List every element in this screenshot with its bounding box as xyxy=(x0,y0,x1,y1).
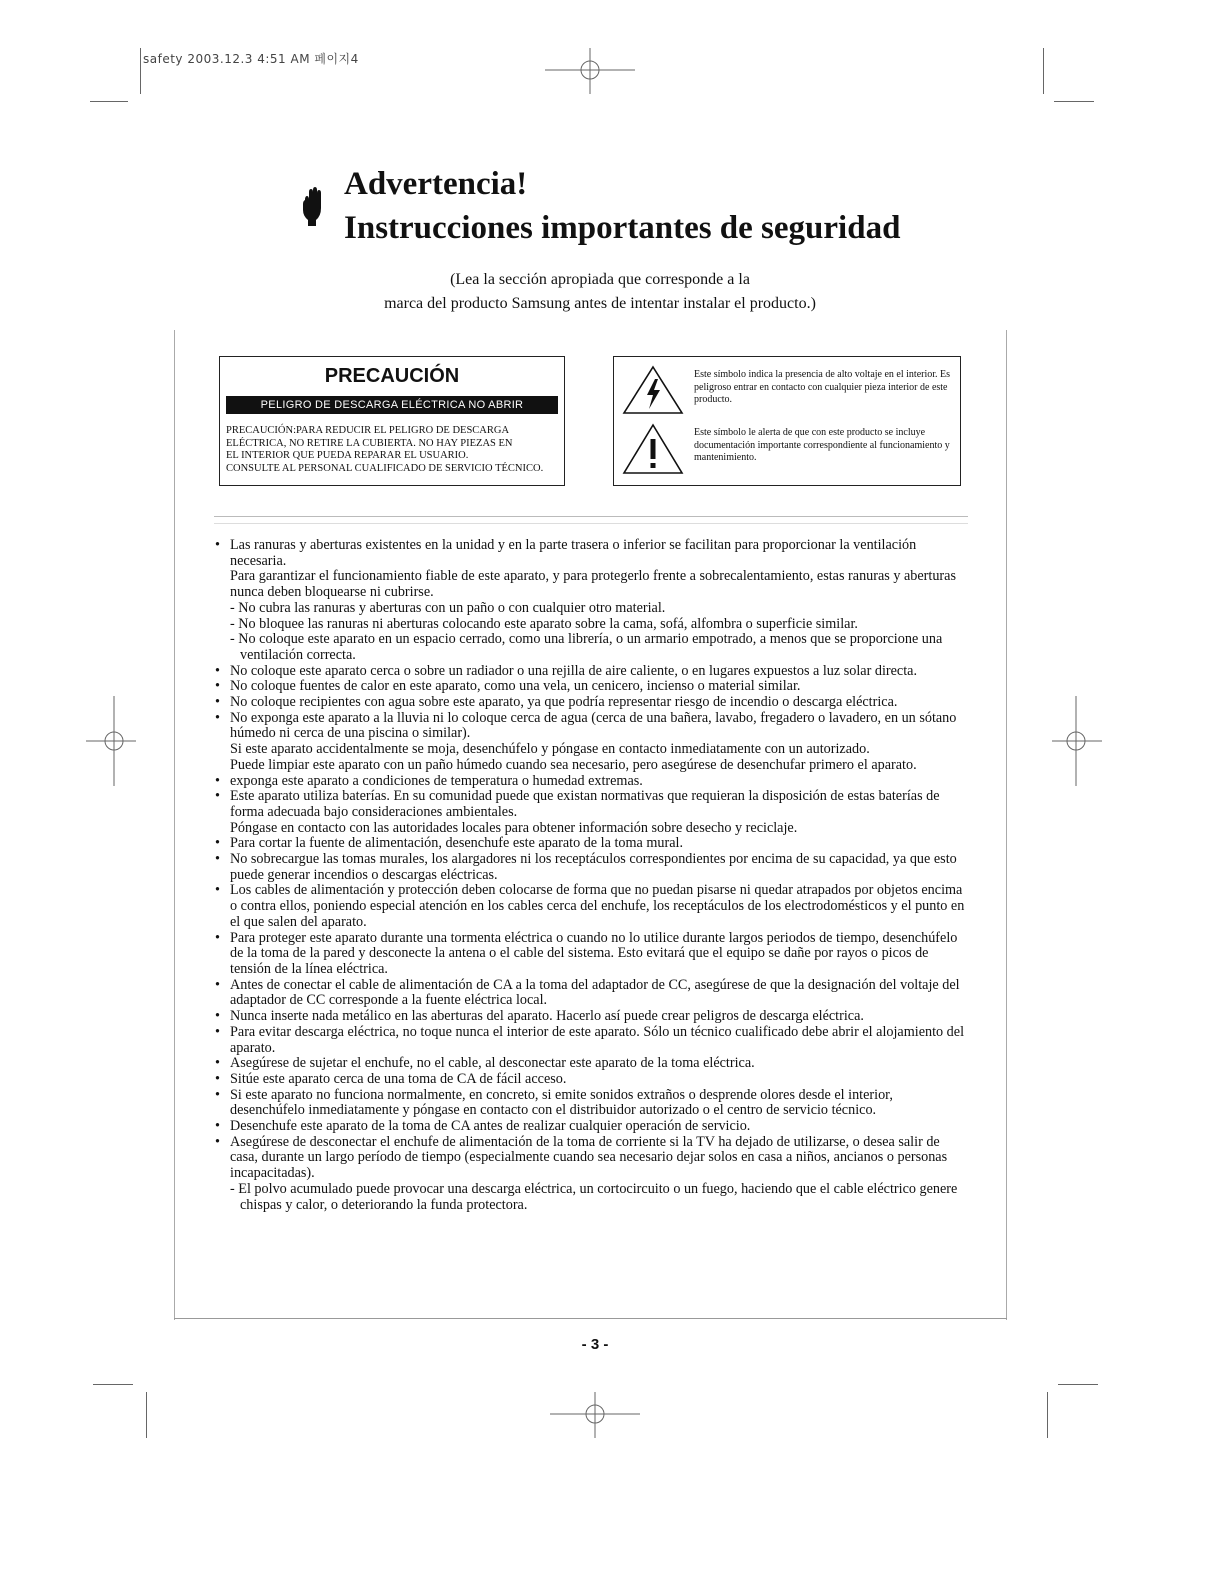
registration-mark-top xyxy=(545,48,635,94)
high-voltage-icon xyxy=(622,365,684,420)
continuation-paragraph: Póngase en contacto con las autoridades locales para obtener información sobre desecho y reciclaje. xyxy=(230,819,798,836)
registration-mark-right xyxy=(1052,696,1102,786)
bullet-item: • No exponga este aparato a la lluvia ni lo coloque cerca de agua (cerca de una bañera, lavabo, fregadero o lavadero, en un sótano húmedo ni cerca de una piscina o similar). xyxy=(214,711,970,742)
subtitle xyxy=(290,268,910,316)
caution-box xyxy=(219,356,565,486)
bullet-item: • Las ranuras y aberturas existentes en la unidad y en la parte trasera o inferior se facilitan para proporcionar la ventilación necesaria. xyxy=(214,538,970,569)
bullet-item: • No coloque fuentes de calor en este aparato, como una vela, un cenicero, incienso o material similar. xyxy=(214,679,970,695)
bullet-item: • No coloque recipientes con agua sobre este aparato, ya que podría representar riesgo de incendio o descarga eléctrica. xyxy=(214,695,970,711)
crop-mark xyxy=(1043,48,1044,94)
exclamation-alert-icon xyxy=(622,423,684,480)
bullet-item: • Sitúe este aparato cerca de una toma de CA de fácil acceso. xyxy=(214,1072,970,1088)
crop-mark xyxy=(1058,1384,1098,1385)
caution-banner: PELIGRO DE DESCARGA ELÉCTRICA NO ABRIR xyxy=(226,396,558,414)
print-header: safety 2003.12.3 4:51 AM 페이지4 xyxy=(143,52,359,66)
frame-left-rule xyxy=(174,330,175,1320)
continuation-paragraph: Para garantizar el funcionamiento fiable de este aparato, y para protegerlo frente a sobrecalentamiento, estas ranuras y aberturas nunca deben bloquearse ni cubrirse. xyxy=(230,568,956,601)
bullet-item: • Si este aparato no funciona normalmente, en concreto, si emite sonidos extraños o desprende olores desde el interior, desenchúfelo inmediatamente y póngase en contacto con el distribuidor autorizado o el centro de servicio técnico. xyxy=(214,1088,970,1119)
bullet-item: • Asegúrese de desconectar el enchufe de alimentación de la toma de corriente si la TV ha dejado de utilizarse, o desea salir de casa, durante un largo período de tiempo (especialmente cuando sea necesario dejar solos en casa a niños, ancianos o personas incapacitadas). xyxy=(214,1135,970,1182)
crop-mark xyxy=(93,1384,133,1385)
alert-symbol-text: Este símbolo le alerta de que con este producto se incluye documentación importante correspondiente al funcionamiento y mantenimiento. xyxy=(694,427,950,463)
crop-mark xyxy=(90,101,128,102)
crop-mark xyxy=(1047,1392,1048,1438)
caution-title: PRECAUCIÓN xyxy=(324,365,460,387)
voltage-symbol-text: Este símbolo indica la presencia de alto voltaje en el interior. Es peligroso entrar en contacto con cualquier pieza interior de este producto. xyxy=(694,369,951,405)
symbols-box xyxy=(613,356,961,486)
bullet-item: • Los cables de alimentación y protección deben colocarse de forma que no puedan pisarse ni quedar atrapados por objetos encima o contra ellos, poniendo especial atención en los cables cerca del enchufe, los receptáculos de los electrodomésticos y el punto en el que salen del aparato. xyxy=(214,883,970,930)
bullet-item: • Antes de conectar el cable de alimentación de CA a la toma del adaptador de CC, asegúrese de que la designación del voltaje del adaptador de CC corresponde a la fuente eléctrica local. xyxy=(214,978,970,1009)
dash-subitem: - No coloque este aparato en un espacio cerrado, como una librería, o un armario empotrado, a menos que se proporcione una ventilación correcta. xyxy=(230,632,970,663)
caution-text-line: ELÉCTRICA, NO RETIRE LA CUBIERTA. NO HAY PIEZAS EN xyxy=(226,437,513,449)
title-line-1: Advertencia! xyxy=(344,166,528,202)
continuation-paragraph: Puede limpiar este aparato con un paño húmedo cuando sea necesario, pero asegúrese de desenchufar primero el aparato. xyxy=(230,756,917,773)
bullet-item: • Este aparato utiliza baterías. En su comunidad puede que existan normativas que requieran la disposición de estas baterías de forma adecuada bajo consideraciones ambientales. xyxy=(214,789,970,820)
dash-subitem: - No cubra las ranuras y aberturas con un paño o con cualquier otro material. xyxy=(230,601,970,617)
dash-subitem: - No bloquee las ranuras ni aberturas colocando este aparato sobre la cama, sofá, alfombra o superficie similar. xyxy=(230,617,970,633)
caution-text-line: CONSULTE AL PERSONAL CUALIFICADO DE SERVICIO TÉCNICO. xyxy=(226,462,544,474)
subtitle-line-1: (Lea la sección apropiada que corresponde a la xyxy=(450,271,750,288)
page-number: - 3 - xyxy=(581,1336,609,1353)
caution-text-line: PRECAUCIÓN:PARA REDUCIR EL PELIGRO DE DESCARGA xyxy=(226,425,510,436)
frame-bottom-rule xyxy=(174,1318,1007,1319)
separator-rule xyxy=(214,516,968,517)
frame-right-rule xyxy=(1006,330,1007,1320)
dash-subitem: - El polvo acumulado puede provocar una descarga eléctrica, un cortocircuito o un fuego, haciendo que el cable eléctrico genere chispas y calor, o deteriorando la funda protectora. xyxy=(230,1182,970,1213)
title-line-2: Instrucciones importantes de seguridad xyxy=(344,210,901,246)
caution-text xyxy=(226,425,560,475)
crop-mark xyxy=(140,48,141,94)
bullet-item: • No sobrecargue las tomas murales, los alargadores ni los receptáculos correspondientes por encima de su capacidad, ya que esto puede generar incendios o descargas eléctricas. xyxy=(214,852,970,883)
bullet-item: • No coloque este aparato cerca o sobre un radiador o una rejilla de aire caliente, o en lugares expuestos a luz solar directa. xyxy=(214,664,970,680)
bullet-item: • Asegúrese de sujetar el enchufe, no el cable, al desconectar este aparato de la toma eléctrica. xyxy=(214,1056,970,1072)
registration-mark-bottom xyxy=(550,1392,640,1438)
safety-instructions-list xyxy=(214,538,970,1213)
bullet-item: • Para cortar la fuente de alimentación, desenchufe este aparato de la toma mural. xyxy=(214,836,970,852)
bullet-item: • Para evitar descarga eléctrica, no toque nunca el interior de este aparato. Sólo un técnico cualificado debe abrir el alojamiento del aparato. xyxy=(214,1025,970,1056)
caution-text-line: EL INTERIOR QUE PUEDA REPARAR EL USUARIO. xyxy=(226,450,469,461)
registration-mark-left xyxy=(86,696,136,786)
separator-rule xyxy=(214,523,968,524)
subtitle-line-2: marca del producto Samsung antes de intentar instalar el producto.) xyxy=(384,295,816,312)
bullet-item: • Desenchufe este aparato de la toma de CA antes de realizar cualquier operación de servicio. xyxy=(214,1119,970,1135)
crop-mark xyxy=(1054,101,1094,102)
crop-mark xyxy=(146,1392,147,1438)
bullet-item: • Nunca inserte nada metálico en las aberturas del aparato. Hacerlo así puede crear peligros de descarga eléctrica. xyxy=(214,1009,970,1025)
bullet-item: • exponga este aparato a condiciones de temperatura o humedad extremas. xyxy=(214,774,970,790)
warning-hand-icon xyxy=(300,186,326,231)
bullet-item: • Para proteger este aparato durante una tormenta eléctrica o cuando no lo utilice durante largos periodos de tiempo, desenchúfelo de la toma de la pared y desconecte la antena o el cable del sistema. Esto evitará que el equipo se dañe por rayos o picos de tensión de la línea eléctrica. xyxy=(214,931,970,978)
continuation-paragraph: Si este aparato accidentalmente se moja, desenchúfelo y póngase en contacto inmediatamente con un autorizado. xyxy=(230,741,870,758)
